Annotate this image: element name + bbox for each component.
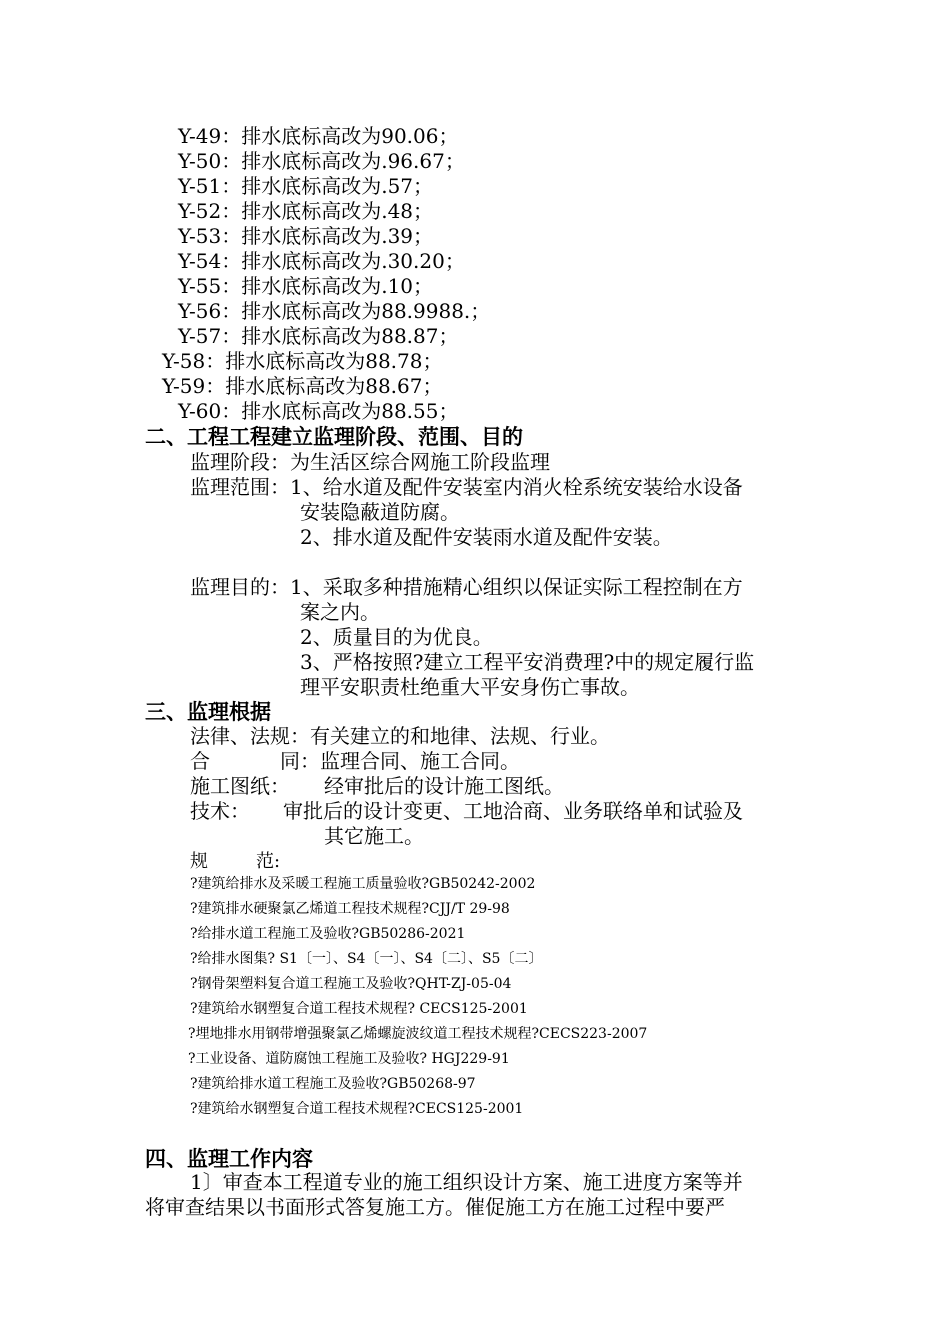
elevation-text: 排水底标高改为88.87； — [241, 324, 459, 348]
elevation-item — [162, 374, 442, 399]
elevation-text: 排水底标高改为88.78； — [225, 349, 443, 373]
spec-row — [190, 849, 280, 874]
standard-item: ?建筑排水硬聚氯乙烯道工程技术规程?CJJ/T 29-98 — [190, 901, 510, 917]
standard-item: ?给排水图集? S1〔一〕、S4〔一〕、S4〔二〕、S5〔二〕 — [190, 951, 543, 967]
standard-item: ?建筑给排水道工程施工及验收?GB50268-97 — [190, 1076, 476, 1092]
standard-item: ?建筑给水钢塑复合道工程技术规程?CECS125-2001 — [190, 1101, 524, 1117]
scope-item-continued: 安装隐蔽道防腐。 — [300, 500, 460, 524]
elevation-code: Y-50： — [178, 149, 242, 173]
elevation-code: Y-58： — [162, 349, 226, 373]
goal-item: 3、严格按照?建立工程平安消费理?中的规定履行监 — [300, 650, 755, 674]
scope-item: 1、给水道及配件安装室内消火栓系统安装给水设备 — [290, 475, 743, 499]
elevation-code: Y-54： — [178, 249, 242, 273]
elevation-text: 排水底标高改为88.55； — [241, 399, 459, 423]
elevation-item — [178, 199, 433, 224]
contract-row — [190, 749, 520, 774]
drawing-text: 经审批后的设计施工图纸。 — [324, 774, 564, 798]
standard-item: ?钢骨架塑料复合道工程施工及验收?QHT-ZJ-05-04 — [190, 976, 512, 992]
goal-row — [190, 575, 743, 600]
law-row — [190, 724, 610, 749]
elevation-text: 排水底标高改为88.67； — [225, 374, 443, 398]
goal-item: 1、采取多种措施精心组织以保证实际工程控制在方 — [290, 575, 743, 599]
tech-text-continued: 其它施工。 — [324, 824, 424, 848]
elevation-item — [178, 274, 433, 299]
spec-label: 规 — [190, 851, 208, 872]
elevation-code: Y-53： — [178, 224, 242, 248]
elevation-text: 排水底标高改为90.06； — [241, 124, 459, 148]
section-heading: 二、工程工程建立监理阶段、范围、目的 — [145, 424, 523, 449]
paragraph-line: 1〕审查本工程道专业的施工组织设计方案、施工进度方案等并 — [190, 1170, 743, 1194]
elevation-text: 排水底标高改为88.9988.； — [241, 299, 491, 323]
standard-item: ?建筑给水钢塑复合道工程技术规程? CECS125-2001 — [190, 1001, 528, 1017]
elevation-code: Y-51： — [178, 174, 242, 198]
section-heading: 四、监理工作内容 — [145, 1146, 313, 1171]
elevation-item — [178, 224, 433, 249]
standard-item: ?埋地排水用钢带增强聚氯乙烯螺旋波纹道工程技术规程?CECS223-2007 — [188, 1026, 648, 1042]
elevation-text: 排水底标高改为.39； — [241, 224, 434, 248]
elevation-item — [178, 249, 465, 274]
tech-row — [190, 799, 743, 824]
scope-row — [190, 475, 743, 500]
standard-item: ?建筑给排水及采暖工程施工质量验收?GB50242-2002 — [190, 876, 536, 892]
spec-label: 范: — [256, 851, 281, 872]
elevation-code: Y-49： — [178, 124, 242, 148]
contract-label: 同： — [280, 749, 320, 773]
elevation-item — [178, 324, 458, 349]
drawing-label: 施工图纸： — [190, 774, 290, 798]
elevation-item — [178, 149, 465, 174]
elevation-item — [178, 124, 458, 149]
stage-row — [190, 450, 550, 475]
elevation-item — [162, 349, 442, 374]
goal-item-continued: 案之内。 — [300, 600, 380, 624]
elevation-text: 排水底标高改为.96.67； — [241, 149, 465, 173]
goal-item-continued: 理平安职责杜绝重大平安身伤亡事故。 — [300, 675, 640, 699]
contract-text: 监理合同、施工合同。 — [320, 749, 520, 773]
elevation-code: Y-59： — [162, 374, 226, 398]
paragraph-line: 将审查结果以书面形式答复施工方。催促施工方在施工过程中要严 — [145, 1195, 725, 1219]
tech-label: 技术： — [190, 799, 250, 823]
elevation-code: Y-56： — [178, 299, 242, 323]
elevation-code: Y-55： — [178, 274, 242, 298]
elevation-code: Y-57： — [178, 324, 242, 348]
elevation-item — [178, 174, 433, 199]
law-label: 法律、法规： — [190, 724, 310, 748]
elevation-item — [178, 399, 458, 424]
elevation-text: 排水底标高改为.30.20； — [241, 249, 465, 273]
section-heading: 三、监理根据 — [145, 699, 271, 724]
stage-text: 为生活区综合网施工阶段监理 — [290, 450, 550, 474]
elevation-item — [178, 299, 490, 324]
goal-label: 监理目的： — [190, 575, 290, 599]
tech-text: 审批后的设计变更、工地洽商、业务联络单和试验及 — [283, 799, 743, 823]
stage-label: 监理阶段： — [190, 450, 290, 474]
contract-label: 合 — [190, 749, 210, 773]
elevation-text: 排水底标高改为.48； — [241, 199, 434, 223]
drawing-row — [190, 774, 564, 799]
scope-item: 2、排水道及配件安装雨水道及配件安装。 — [300, 525, 673, 549]
standard-item: ?工业设备、道防腐蚀工程施工及验收? HGJ229-91 — [188, 1051, 510, 1067]
elevation-code: Y-52： — [178, 199, 242, 223]
goal-item: 2、质量目的为优良。 — [300, 625, 493, 649]
law-text: 有关建立的和地律、法规、行业。 — [310, 724, 610, 748]
standard-item: ?给排水道工程施工及验收?GB50286-2021 — [190, 926, 466, 942]
elevation-text: 排水底标高改为.57； — [241, 174, 434, 198]
elevation-text: 排水底标高改为.10； — [241, 274, 434, 298]
scope-label: 监理范围： — [190, 475, 290, 499]
elevation-code: Y-60： — [178, 399, 242, 423]
